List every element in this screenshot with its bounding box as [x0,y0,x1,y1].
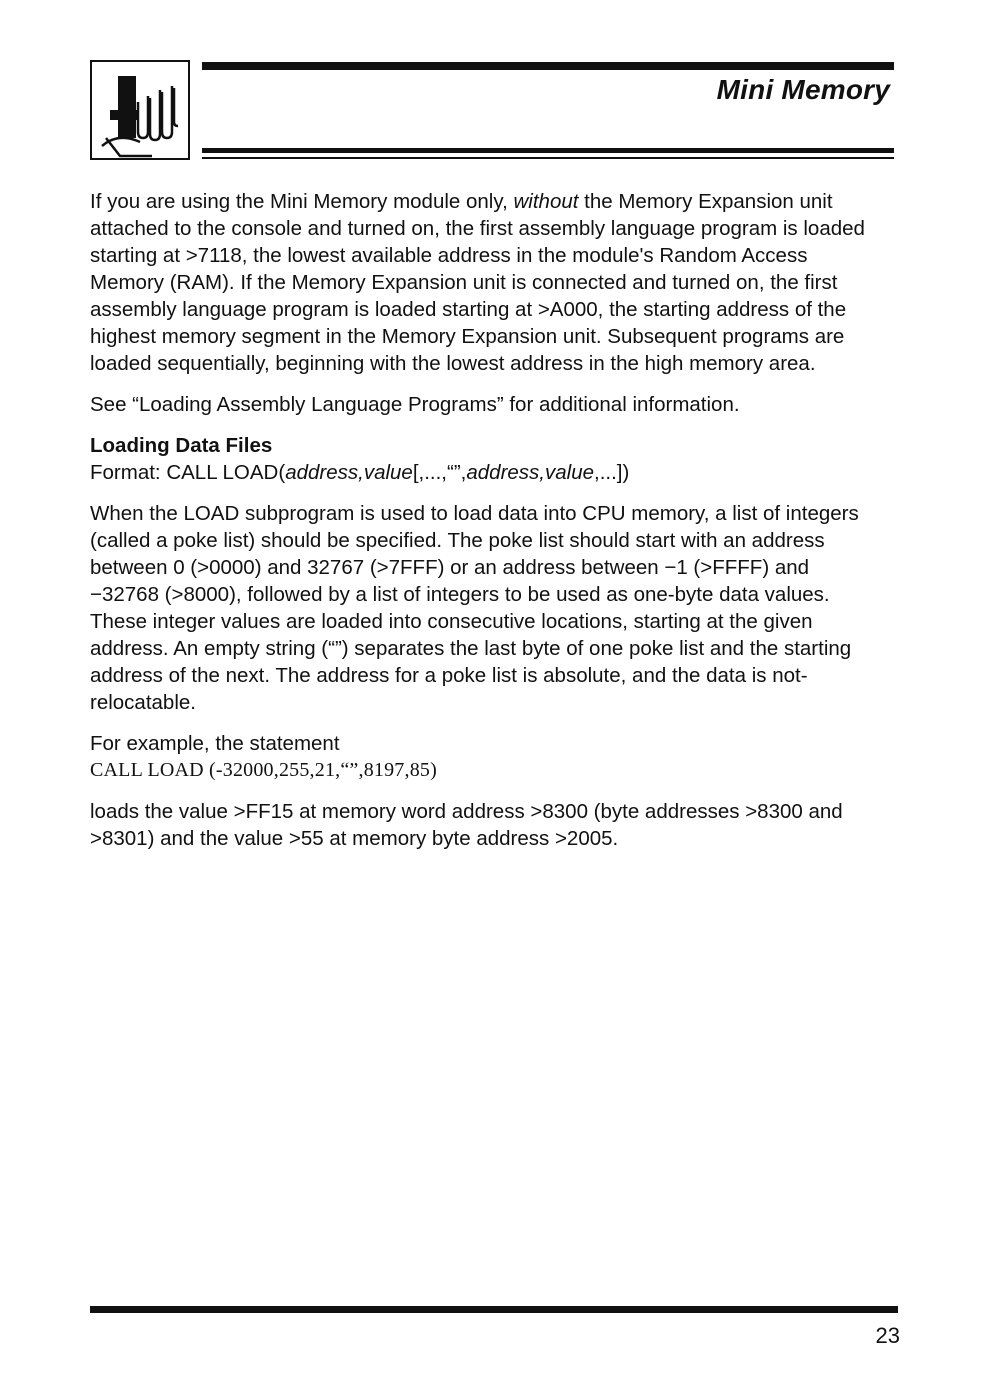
section-heading: Loading Data Files [90,434,273,457]
paragraph-intro-start: If you are using the Mini Memory module only, [90,190,514,213]
paragraph-intro [90,188,870,377]
header-bottom-rule [202,148,894,153]
page-title: Mini Memory [716,74,890,105]
format-suffix: ,...]) [594,461,630,484]
header-top-rule [202,62,894,70]
paragraph-see-also: See “Loading Assembly Language Programs” for additional information. [90,393,740,416]
format-args-second: address,value [466,461,594,484]
example-lead: For example, the statement [90,732,340,755]
page-number: 23 [875,1323,900,1348]
hand-on-keys-logo-icon [90,60,190,160]
footer-rule [90,1306,898,1313]
header-bottom-thin-rule [202,157,894,159]
format-prefix: Format: CALL LOAD( [90,461,286,484]
example-code: CALL LOAD (-32000,255,21,“”,8197,85) [90,759,437,781]
format-separator: [,...,“”, [412,461,467,484]
format-args-first: address,value [285,461,413,484]
paragraph-poke-list: When the LOAD subprogram is used to load data into CPU memory, a list of integers (called a poke list) should be specified. The poke list should start with an address between 0 (>0000) and 32767 (>7FFF) or an address between −1 (>FFFF) and −32768 (>8000), followed by a list of integers to be used as one-byte data values. These integer values are loaded into consecutive locations, starting at the given address. An empty string (“”) separates the last byte of one poke list and the starting address of the next. The address for a poke list is absolute, and the data is not-relocatable. [90,502,859,714]
paragraph-intro-end: the Memory Expansion unit attached to the console and turned on, the first assembly language program is loaded starting at >7118, the lowest available address in the module's Random Access Memory (RAM). If the Memory Expansion unit is connected and turned on, the first assembly language program is loaded starting at >A000, the starting address of the highest memory segment in the Memory Expansion unit. Subsequent programs are loaded sequentially, beginning with the lowest address in the high memory area. [90,190,865,375]
body-text [90,188,870,866]
paragraph-result: loads the value >FF15 at memory word address >8300 (byte addresses >8300 and >8301) and the value >55 at memory byte address >2005. [90,800,843,850]
paragraph-intro-emphasis: without [513,190,579,213]
format-line [90,459,870,486]
